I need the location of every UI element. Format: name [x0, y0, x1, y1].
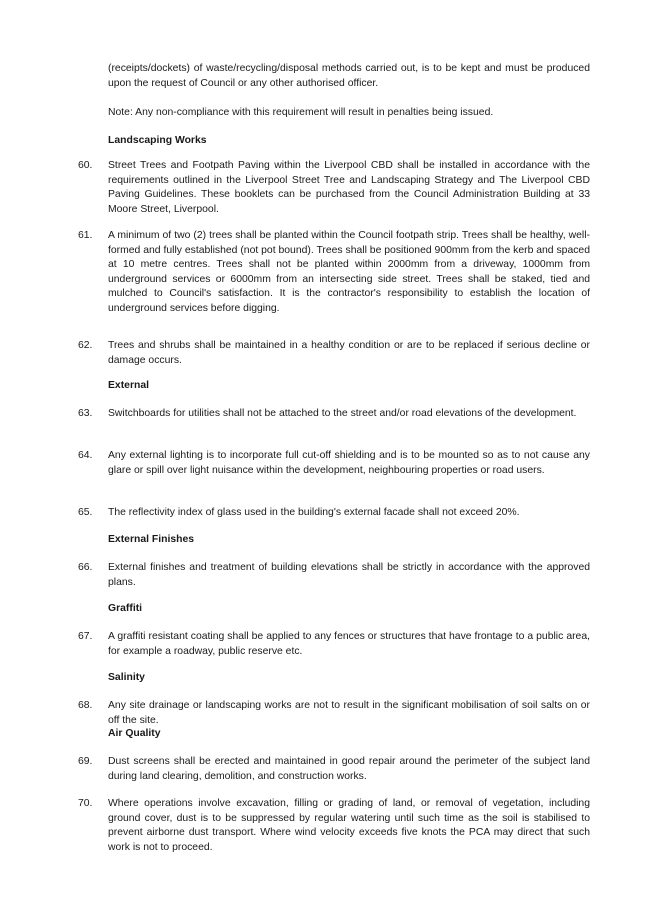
- heading-external-finishes: External Finishes: [108, 534, 195, 545]
- clause-number: 64.: [78, 450, 93, 461]
- clause-text: Any external lighting is to incorporate full cut-off shielding and is to be mounted so as to not cause any glare or spill over light nuisance within the development, neighbouring properties or road users.: [108, 450, 590, 476]
- clause-number: 66.: [78, 562, 93, 573]
- clause-text: Any site drainage or landscaping works are not to result in the significant mobilisation of soil salts on or off the site.: [108, 700, 590, 726]
- clause-number: 60.: [78, 160, 93, 171]
- heading-graffiti: Graffiti: [108, 603, 143, 614]
- clause-number: 61.: [78, 230, 93, 241]
- clause-text: Where operations involve excavation, filling or grading of land, or removal of vegetation, including ground cover, dust is to be suppressed by regular watering until such time as the soil is stabilised to prevent airborne dust transport. Where wind velocity exceeds five knots the PCA may direct that such work is not to proceed.: [108, 798, 590, 853]
- clause-text: A minimum of two (2) trees shall be planted within the Council footpath strip. Trees shall be healthy, well-formed and fully established (not pot bound). Trees shall be positioned 900mm from the kerb and spaced at 10 metre centres. Trees shall not be planted within 2000mm from a driveway, 1000mm from underground services or 6000mm from an intersecting side street. Trees shall be staked, tied and mulched to Council's satisfaction. It is the contractor's responsibility to establish the location of underground services before digging.: [108, 230, 590, 314]
- clause-number: 68.: [78, 700, 93, 711]
- clause-number: 62.: [78, 340, 93, 351]
- clause-text: Dust screens shall be erected and maintained in good repair around the perimeter of the subject land during land clearing, demolition, and construction works.: [108, 756, 590, 782]
- clause-text: External finishes and treatment of building elevations shall be strictly in accordance with the approved plans.: [108, 562, 590, 588]
- heading-salinity: Salinity: [108, 672, 145, 683]
- clause-text: The reflectivity index of glass used in the building's external facade shall not exceed 20%.: [108, 507, 520, 518]
- non-compliance-note: Note: Any non-compliance with this requirement will result in penalties being issued.: [108, 107, 494, 118]
- clause-text: Switchboards for utilities shall not be attached to the street and/or road elevations of the development.: [108, 408, 577, 419]
- heading-air-quality: Air Quality: [108, 728, 161, 739]
- clause-number: 63.: [78, 408, 93, 419]
- clause-text: A graffiti resistant coating shall be applied to any fences or structures that have frontage to a public area, for example a roadway, public reserve etc.: [108, 631, 590, 657]
- heading-landscaping-works: Landscaping Works: [108, 135, 207, 146]
- intro-continuation: (receipts/dockets) of waste/recycling/disposal methods carried out, is to be kept and must be produced upon the request of Council or any other authorised officer.: [108, 63, 590, 89]
- heading-external: External: [108, 380, 150, 391]
- clause-text: Street Trees and Footpath Paving within the Liverpool CBD shall be installed in accordance with the requirements outlined in the Liverpool Street Tree and Landscaping Strategy and The Liverpool CBD Paving Guidelines. These booklets can be purchased from the Council Administration Building at 33 Moore Street, Liverpool.: [108, 160, 590, 215]
- clause-number: 70.: [78, 798, 93, 809]
- clause-number: 65.: [78, 507, 93, 518]
- clause-number: 69.: [78, 756, 93, 767]
- clause-text: Trees and shrubs shall be maintained in a healthy condition or are to be replaced if serious decline or damage occurs.: [108, 340, 590, 366]
- clause-number: 67.: [78, 631, 93, 642]
